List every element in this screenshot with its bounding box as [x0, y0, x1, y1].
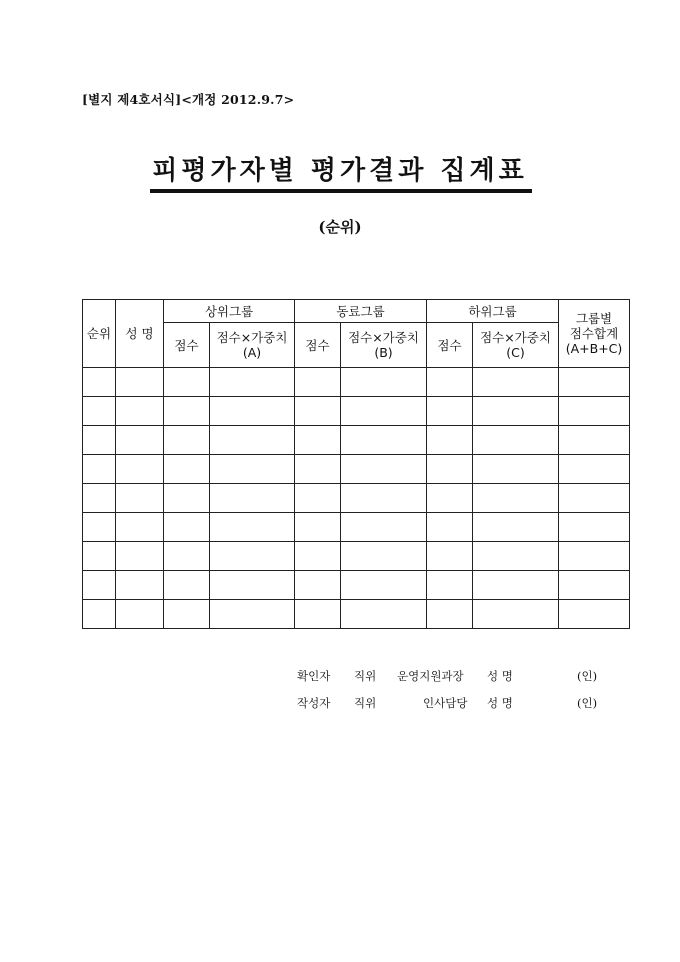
group-total-line3: (A+B+C) [565, 341, 623, 356]
table-cell [83, 455, 116, 484]
table-cell [83, 513, 116, 542]
table-cell [164, 368, 210, 397]
table-row [83, 484, 630, 513]
table-cell [295, 426, 341, 455]
table-cell [559, 426, 630, 455]
table-cell [427, 513, 473, 542]
table-cell [427, 600, 473, 629]
table-cell [295, 513, 341, 542]
weighted-label: 점수×가중치 [348, 330, 419, 345]
table-row [83, 542, 630, 571]
table-cell [427, 484, 473, 513]
table-cell [559, 397, 630, 426]
header-score-superior: 점수 [164, 323, 210, 368]
title-underline [150, 189, 532, 193]
table-cell [341, 513, 427, 542]
table-cell [116, 513, 164, 542]
table-cell [473, 542, 559, 571]
table-cell [83, 397, 116, 426]
table-cell [427, 455, 473, 484]
table-row [83, 368, 630, 397]
header-group-total [559, 300, 630, 368]
document-title: 피평가자별 평가결과 집계표 [152, 156, 528, 186]
table-row [83, 397, 630, 426]
table-cell [295, 484, 341, 513]
header-weighted-peer [341, 323, 427, 368]
table-cell [559, 542, 630, 571]
weighted-a-label: (A) [242, 345, 262, 360]
table-cell [164, 513, 210, 542]
table-cell [210, 513, 295, 542]
table-cell [164, 542, 210, 571]
table-cell [559, 571, 630, 600]
weighted-b-label: (B) [374, 345, 393, 360]
table-cell [210, 542, 295, 571]
signature-name-label: 성 명 [487, 696, 513, 710]
table-cell [341, 542, 427, 571]
table-cell [210, 484, 295, 513]
table-cell [473, 571, 559, 600]
table-cell [473, 600, 559, 629]
table-cell [210, 368, 295, 397]
table-cell [164, 571, 210, 600]
header-weighted-superior [210, 323, 295, 368]
header-score-peer: 점수 [295, 323, 341, 368]
signature-position: 인사담당 [423, 696, 468, 710]
table-cell [116, 397, 164, 426]
signature-seal: (인) [577, 669, 598, 683]
signature-position: 운영지원과장 [397, 669, 464, 683]
table-cell [559, 368, 630, 397]
signature-role: 확인자 [297, 669, 331, 683]
table-row [83, 600, 630, 629]
table-cell [83, 542, 116, 571]
table-cell [116, 484, 164, 513]
table-body [83, 368, 630, 629]
table-cell [164, 484, 210, 513]
table-cell [559, 455, 630, 484]
table-cell [83, 600, 116, 629]
group-total-line2: 점수합계 [569, 326, 619, 341]
table-cell [341, 571, 427, 600]
table-cell [164, 397, 210, 426]
table-cell [116, 542, 164, 571]
table-cell [295, 571, 341, 600]
table-row [83, 426, 630, 455]
table-cell [83, 368, 116, 397]
table-cell [164, 455, 210, 484]
signature-position-label: 직위 [354, 669, 377, 683]
table-cell [295, 368, 341, 397]
table-cell [473, 397, 559, 426]
table-cell [210, 571, 295, 600]
table-cell [341, 455, 427, 484]
table-cell [427, 426, 473, 455]
table-cell [116, 455, 164, 484]
signature-role: 작성자 [297, 696, 331, 710]
table-cell [210, 600, 295, 629]
table-cell [427, 397, 473, 426]
table-cell [116, 368, 164, 397]
signature-position-label: 직위 [354, 696, 377, 710]
table-cell [473, 455, 559, 484]
evaluation-summary-table [82, 299, 630, 629]
table-cell [210, 426, 295, 455]
header-subordinate-group: 하위그룹 [427, 300, 559, 323]
table-cell [164, 600, 210, 629]
table-cell [341, 600, 427, 629]
table-cell [427, 542, 473, 571]
table-cell [473, 513, 559, 542]
header-rank: 순위 [83, 300, 116, 368]
weighted-c-label: (C) [506, 345, 525, 360]
table-row [83, 513, 630, 542]
table-cell [295, 455, 341, 484]
document-subtitle: (순위) [318, 218, 362, 236]
signature-name-label: 성 명 [487, 669, 513, 683]
table-cell [83, 426, 116, 455]
table-cell [210, 455, 295, 484]
table-cell [164, 426, 210, 455]
group-total-line1: 그룹별 [575, 311, 613, 326]
table-cell [473, 484, 559, 513]
table-cell [341, 397, 427, 426]
table-cell [83, 571, 116, 600]
header-name: 성 명 [116, 300, 164, 368]
table-cell [210, 397, 295, 426]
table-cell [116, 571, 164, 600]
table-row [83, 571, 630, 600]
table-cell [295, 600, 341, 629]
table-cell [341, 484, 427, 513]
table-cell [559, 513, 630, 542]
table-cell [295, 542, 341, 571]
weighted-label: 점수×가중치 [216, 330, 288, 345]
table-row [83, 455, 630, 484]
header-weighted-subordinate [473, 323, 559, 368]
table-cell [295, 397, 341, 426]
table-cell [427, 368, 473, 397]
header-score-subordinate: 점수 [427, 323, 473, 368]
table-cell [473, 426, 559, 455]
table-cell [83, 484, 116, 513]
table-cell [341, 426, 427, 455]
table-cell [341, 368, 427, 397]
table-cell [427, 571, 473, 600]
table-cell [559, 600, 630, 629]
header-superior-group: 상위그룹 [164, 300, 295, 323]
table-cell [116, 426, 164, 455]
table-cell [116, 600, 164, 629]
form-reference: [별지 제4호서식]<개정 2012.9.7> [82, 92, 295, 107]
signature-seal: (인) [577, 696, 598, 710]
table-cell [559, 484, 630, 513]
header-peer-group: 동료그룹 [295, 300, 427, 323]
table-cell [473, 368, 559, 397]
weighted-label: 점수×가중치 [480, 330, 551, 345]
